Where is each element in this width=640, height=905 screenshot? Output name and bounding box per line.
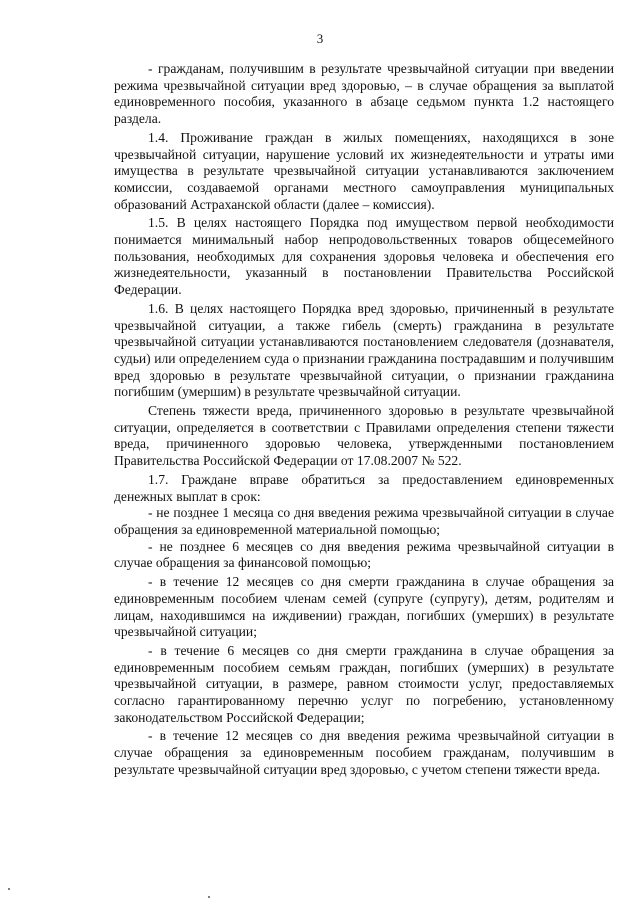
list-item-6-months-burial: - в течение 6 месяцев со дня смерти гражданина в случае обращения за единовременным пособием семьям граждан, погибших (умерших) в результате чрезвычайной ситуации, в размере, равном стоимости услуг, предоставляемых согласно гарантированному перечню услуг по погребению, установленному законодательством Российской Федерации;: [114, 642, 614, 725]
scan-speck: [8, 888, 10, 890]
paragraph-1-3-continuation: - гражданам, получившим в результате чрезвычайной ситуации при введении режима чрезвычайной ситуации вред здоровью, – в случае обращения за выплатой единовременного пособия, указанного в абзаце седьмом пункта 1.2 настоящего раздела.: [114, 61, 614, 127]
list-item-12-months-injury: - в течение 12 месяцев со дня введения режима чрезвычайной ситуации в случае обращения за единовременным пособием гражданам, получившим в результате чрезвычайной ситуации вред здоровью, с учетом степени тяжести вреда.: [114, 728, 614, 777]
paragraph-1-6-severity: Степень тяжести вреда, причиненного здоровью в результате чрезвычайной ситуации, определяется в соответствии с Правилами определения степени тяжести вреда, причиненного здоровью человека, утвержденными постановлением Правительства Российской Федерации от 17.08.2007 № 522.: [114, 403, 614, 469]
document-body: [114, 61, 614, 779]
list-item-6-months: - не позднее 6 месяцев со дня введения режима чрезвычайной ситуации в случае обращения за финансовой помощью;: [114, 538, 614, 571]
list-item-12-months-family: - в течение 12 месяцев со дня смерти гражданина в случае обращения за единовременным пособием членам семей (супруге (супругу), детям, родителям и лицам, находившимся на иждивении) граждан, погибших (умерших) в результате чрезвычайной ситуации;: [114, 574, 614, 640]
paragraph-1-6: 1.6. В целях настоящего Порядка вред здоровью, причиненный в результате чрезвычайной ситуации, а также гибель (смерть) гражданина в результате чрезвычайной ситуации устанавливаются постановлением следователя (дознавателя, судьи) или определением суда о признании гражданина пострадавшим и получившим вред здоровью в результате чрезвычайной ситуации, о признании гражданина погибшим (умершим) в результате чрезвычайной ситуации.: [114, 300, 614, 400]
list-item-1-month: - не позднее 1 месяца со дня введения режима чрезвычайной ситуации в случае обращения за единовременной материальной помощью;: [114, 505, 614, 537]
page-number: 3: [316, 31, 324, 46]
paragraph-1-7: 1.7. Граждане вправе обратиться за предоставлением единовременных денежных выплат в срок:: [114, 471, 614, 504]
scan-speck: [208, 896, 210, 898]
paragraph-1-5: 1.5. В целях настоящего Порядка под имуществом первой необходимости понимается минимальный набор непродовольственных товаров общесемейного пользования, необходимых для сохранения здоровья человека и обеспечения его жизнедеятельности, указанный в постановлении Правительства Российской Федерации.: [114, 215, 614, 298]
paragraph-1-4: 1.4. Проживание граждан в жилых помещениях, находящихся в зоне чрезвычайной ситуации, нарушение условий их жизнедеятельности и утраты ими имущества в результате чрезвычайной ситуации устанавливаются заключением комиссии, создаваемой органами местного самоуправления муниципальных образований Астраханской области (далее – комиссия).: [114, 129, 614, 212]
